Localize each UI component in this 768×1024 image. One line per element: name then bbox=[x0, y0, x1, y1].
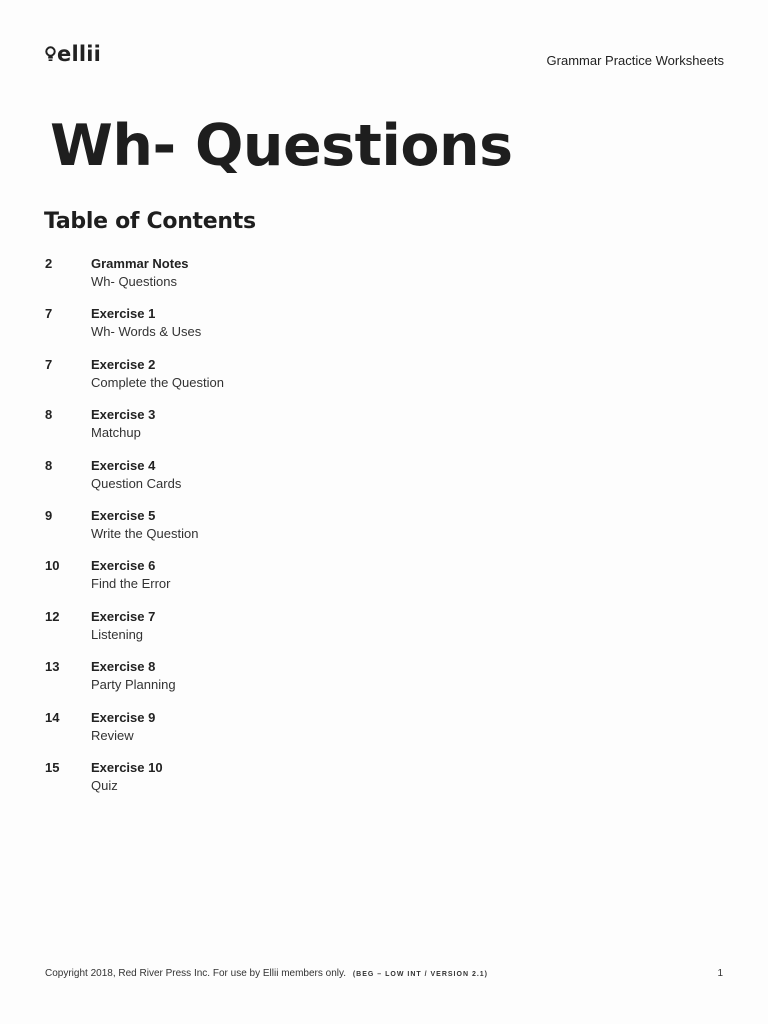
toc-entry-title: Exercise 7 bbox=[91, 608, 156, 624]
toc-entry-subtitle: Party Planning bbox=[91, 677, 176, 693]
toc-entry-subtitle: Complete the Question bbox=[91, 374, 224, 390]
toc-entry-title: Exercise 2 bbox=[91, 356, 156, 372]
toc-page-number: 14 bbox=[45, 709, 60, 725]
toc-page-number: 9 bbox=[45, 507, 53, 523]
page-title: Wh- Questions bbox=[50, 113, 513, 179]
toc-entry-title: Exercise 9 bbox=[91, 709, 156, 725]
toc-entry-subtitle: Write the Question bbox=[91, 525, 199, 541]
toc-entry-title: Exercise 8 bbox=[91, 659, 156, 675]
toc-entry-title: Exercise 10 bbox=[91, 759, 163, 775]
toc-entry-title: Exercise 5 bbox=[91, 507, 156, 523]
toc-entry bbox=[45, 759, 725, 809]
toc-entry bbox=[45, 507, 725, 557]
page-number: 1 bbox=[717, 968, 723, 979]
toc-entry bbox=[45, 557, 725, 607]
toc-page-number: 8 bbox=[45, 457, 53, 473]
toc-page-number: 10 bbox=[45, 558, 60, 574]
toc-heading: Table of Contents bbox=[44, 209, 256, 234]
toc-page-number: 8 bbox=[45, 407, 53, 423]
table-of-contents bbox=[45, 255, 725, 809]
toc-entry bbox=[45, 608, 725, 658]
toc-page-number: 12 bbox=[45, 608, 60, 624]
lightbulb-icon bbox=[45, 46, 56, 64]
copyright-text: Copyright 2018, Red River Press Inc. For use by Ellii members only. bbox=[45, 968, 347, 979]
toc-entry-subtitle: Review bbox=[91, 727, 134, 743]
level-version-label: (BEG – LOW INT / VERSION 2.1) bbox=[352, 971, 489, 978]
footer-copyright bbox=[45, 968, 488, 979]
toc-entry-subtitle: Matchup bbox=[91, 425, 141, 441]
toc-entry-title: Exercise 1 bbox=[91, 306, 156, 322]
toc-entry-subtitle: Find the Error bbox=[91, 576, 171, 592]
ellii-logo bbox=[45, 44, 101, 65]
toc-entry bbox=[45, 356, 725, 406]
series-title: Grammar Practice Worksheets bbox=[546, 53, 724, 68]
toc-entry bbox=[45, 709, 725, 759]
toc-entry-subtitle: Wh- Words & Uses bbox=[91, 324, 202, 340]
toc-entry-title: Exercise 6 bbox=[91, 558, 156, 574]
toc-page-number: 2 bbox=[45, 256, 53, 271]
toc-page-number: 13 bbox=[45, 659, 60, 675]
toc-entry bbox=[45, 406, 725, 456]
toc-entry bbox=[45, 658, 725, 708]
toc-page-number: 15 bbox=[45, 759, 60, 775]
toc-entry bbox=[45, 457, 725, 507]
logo-text: ellii bbox=[57, 42, 102, 66]
toc-entry-title: Exercise 4 bbox=[91, 457, 156, 473]
toc-entry-subtitle: Wh- Questions bbox=[91, 274, 177, 289]
toc-entry-subtitle: Quiz bbox=[91, 777, 118, 793]
toc-entry bbox=[45, 255, 725, 305]
toc-entry bbox=[45, 305, 725, 355]
toc-entry-title: Exercise 3 bbox=[91, 407, 156, 423]
toc-entry-subtitle: Question Cards bbox=[91, 475, 182, 491]
toc-entry-title: Grammar Notes bbox=[91, 256, 189, 271]
toc-entry-subtitle: Listening bbox=[91, 626, 144, 642]
toc-page-number: 7 bbox=[45, 306, 53, 322]
toc-page-number: 7 bbox=[45, 356, 53, 372]
